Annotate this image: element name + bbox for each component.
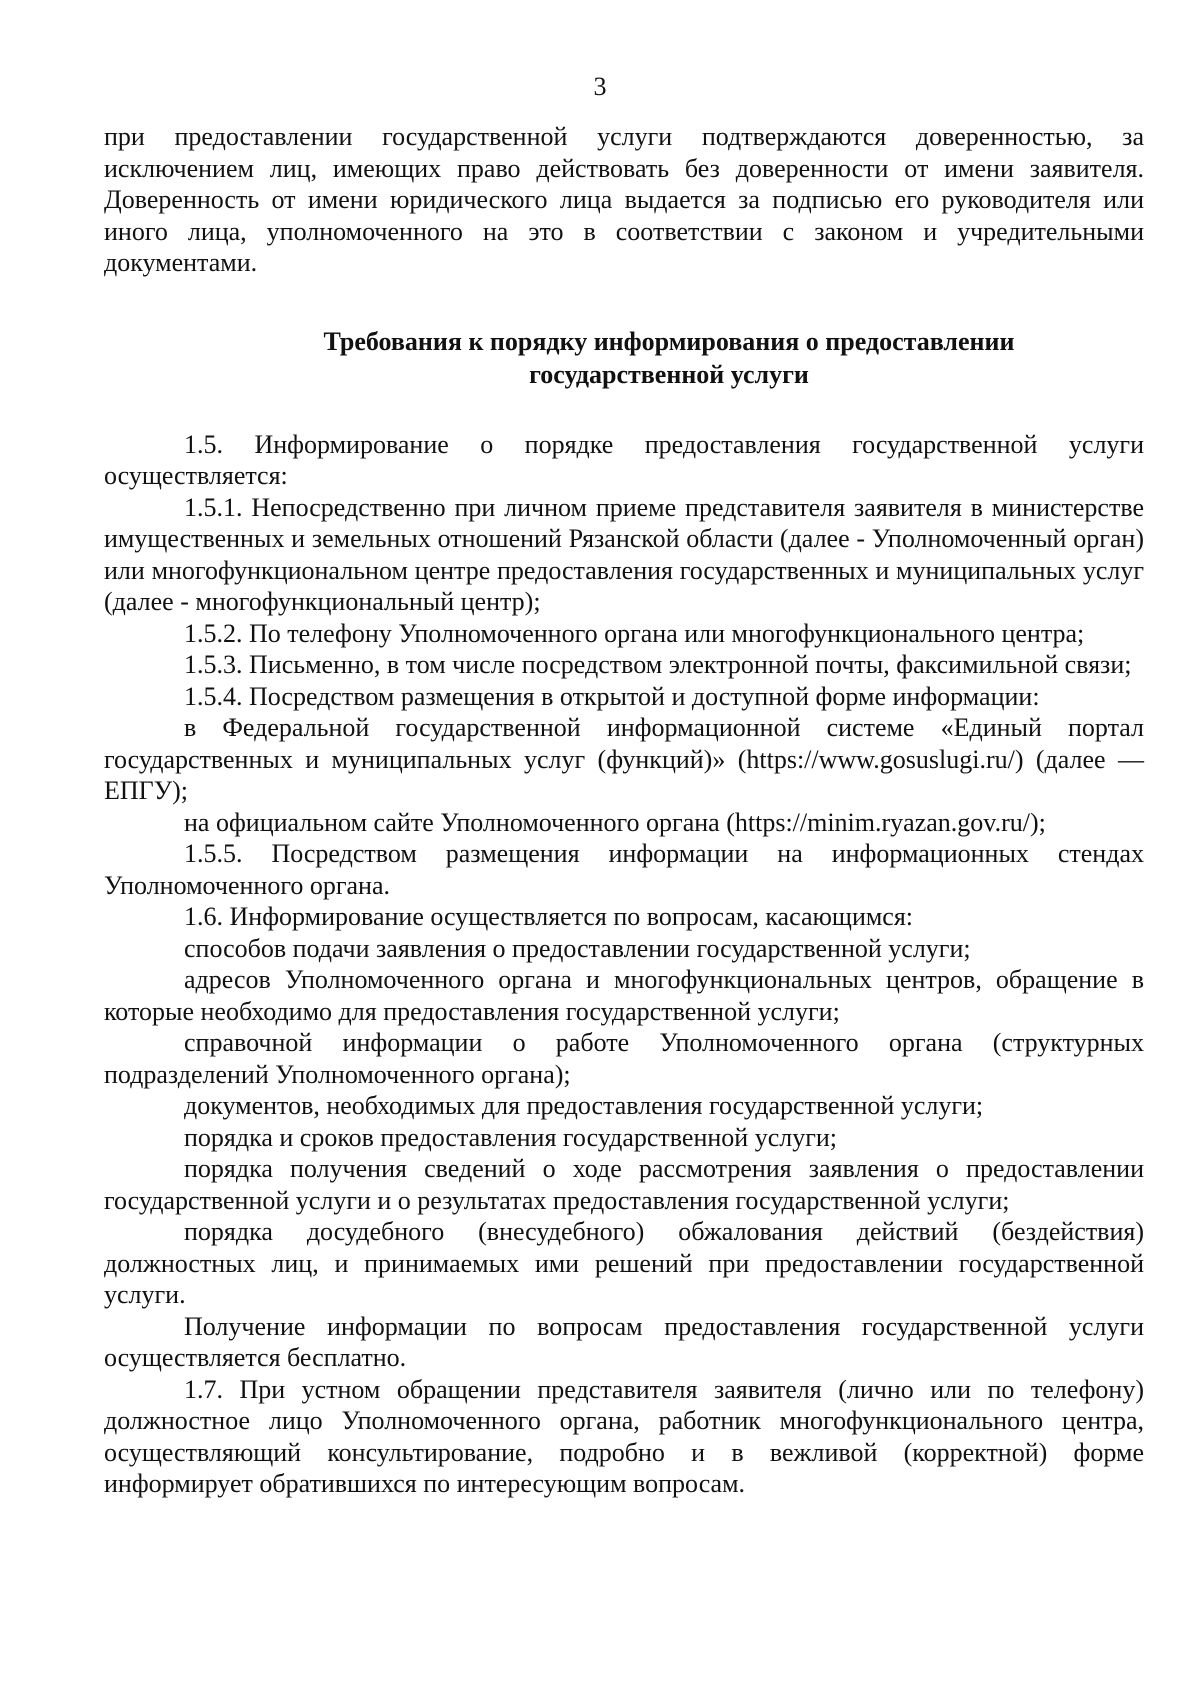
list-item-submission-methods: способов подачи заявления о предоставлении государственной услуги; [184, 933, 971, 963]
page-number: 3 [593, 72, 607, 101]
document-body [104, 121, 1144, 1500]
paragraph-official-site: на официальном сайте Уполномоченного органа (https://minim.ryazan.gov.ru/); [184, 807, 1046, 837]
paragraph-epgu: в Федеральной государственной информационной системе «Единый портал государственных и муниципальных услуг (функций)» (https://www.gosuslugi.ru/) (далее — ЕПГУ); [104, 713, 1144, 805]
list-item-reference-info: справочной информации о работе Уполномоченного органа (структурных подразделений Уполномоченного органа); [104, 1028, 1144, 1089]
paragraph-free-of-charge: Получение информации по вопросам предоставления государственной услуги осуществляется бесплатно. [104, 1311, 1144, 1372]
section-heading-line-1: Требования к порядку информирования о предоставлении [323, 326, 1015, 356]
paragraph-1-6: 1.6. Информирование осуществляется по вопросам, касающимся: [184, 902, 914, 931]
list-item-appeal: порядка досудебного (внесудебного) обжалования действий (бездействия) должностных лиц, и принимаемых ими решений при предоставлении государственной услуги. [104, 1217, 1144, 1309]
intro-paragraph: при предоставлении государственной услуги подтверждаются доверенностью, за исключением лиц, имеющих право действовать без доверенности от имени заявителя. Доверенность от имени юридического лица выдается за подписью его руководителя или иного лица, уполномоченного на это в соответствии с законом и учредительными документами. [104, 122, 1144, 277]
paragraph-1-5-4: 1.5.4. Посредством размещения в открытой и доступной форме информации: [184, 681, 1040, 711]
paragraph-1-5: 1.5. Информирование о порядке предоставления государственной услуги осуществляется: [104, 429, 1144, 490]
list-item-status-info: порядка получения сведений о ходе рассмотрения заявления о предоставлении государственной услуги и о результатах предоставления государственной услуги; [104, 1154, 1144, 1215]
paragraph-1-7: 1.7. При устном обращении представителя заявителя (лично или по телефону) должностное лицо Уполномоченного органа, работник многофункционального центра, осуществляющий консультирование, подробно и в вежливой (корректной) форме информирует обратившихся по интересующим вопросам. [104, 1374, 1144, 1498]
list-item-terms: порядка и сроков предоставления государственной услуги; [184, 1122, 838, 1152]
list-item-documents: документов, необходимых для предоставления государственной услуги; [184, 1091, 984, 1120]
paragraph-1-5-5: 1.5.5. Посредством размещения информации на информационных стендах Уполномоченного органа. [104, 839, 1144, 900]
section-heading [104, 325, 1144, 391]
paragraph-1-5-3: 1.5.3. Письменно, в том числе посредством электронной почты, факсимильной связи; [184, 650, 1132, 679]
list-item-addresses: адресов Уполномоченного органа и многофункциональных центров, обращение в которые необходимо для предоставления государственной услуги; [104, 965, 1144, 1026]
section-heading-line-2: государственной услуги [529, 359, 809, 389]
paragraph-1-5-2: 1.5.2. По телефону Уполномоченного органа или многофункционального центра; [184, 618, 1085, 648]
paragraph-1-5-1: 1.5.1. Непосредственно при личном приеме представителя заявителя в министерстве имущественных и земельных отношений Рязанской области (далее - Уполномоченный орган) или многофункциональном центре предоставления государственных и муниципальных услуг (далее - многофункциональный центр); [104, 492, 1144, 616]
